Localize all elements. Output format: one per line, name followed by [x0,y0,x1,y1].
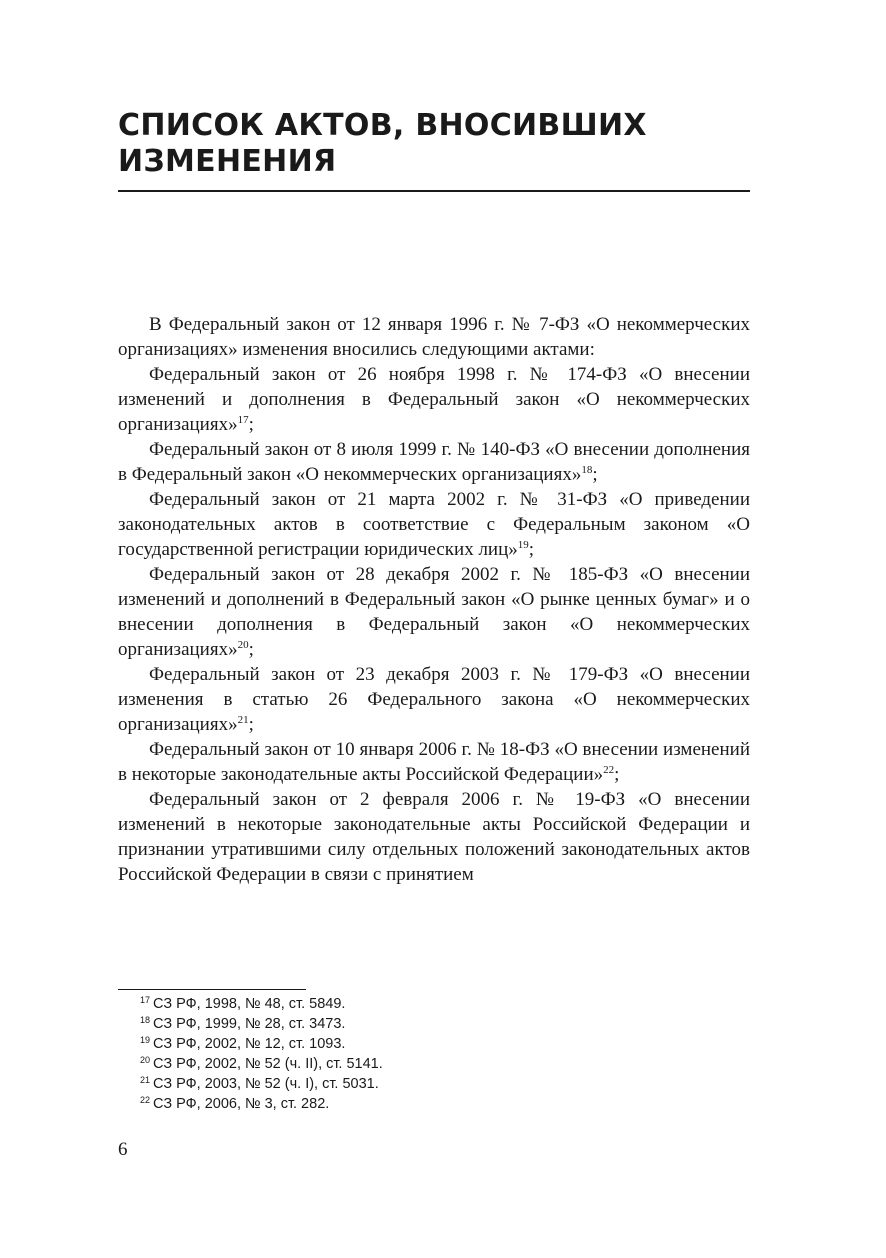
paragraph-act: Федеральный закон от 23 декабря 2003 г. № 179-ФЗ «О внесении изменения в статью 26 Федерального закона «О некоммерческих организациях»$^{21}$; [118,664,750,735]
footnote: $^{17}$ СЗ РФ, 1998, № 48, ст. 5849. [140,995,346,1012]
footnote-divider [118,989,306,990]
body-text [118,312,750,887]
footnote-ref[interactable]: 17 [237,414,249,426]
footnotes [140,994,740,1114]
footnote: $^{22}$ СЗ РФ, 2006, № 3, ст. 282. [140,1095,330,1112]
page-title-line-1: СПИСОК АКТОВ, ВНОСИВШИХ [118,108,647,143]
paragraph-act: Федеральный закон от 10 января 2006 г. № 18-ФЗ «О внесении изменений в некоторые законодательные акты Российской Федерации»$^{22}$; [118,739,750,785]
paragraph-act: Федеральный закон от 8 июля 1999 г. № 140-ФЗ «О внесении дополнения в Федеральный закон «О некоммерческих организациях»$^{18}$; [118,439,750,485]
paragraph-act: Федеральный закон от 2 февраля 2006 г. № 19-ФЗ «О внесении изменений в некоторые законодательные акты Российской Федерации и признании утратившими силу отдельных положений законодательных актов Российской Федерации в связи с принятием [118,789,750,885]
footnote-ref[interactable]: 20 [237,639,249,651]
paragraph-act: Федеральный закон от 26 ноября 1998 г. № 174-ФЗ «О внесении изменений и дополнения в Федеральный закон «О некоммерческих организациях»$^{17}$; [118,364,750,435]
paragraph-act: Федеральный закон от 21 марта 2002 г. № 31-ФЗ «О приведении законодательных актов в соответствие с Федеральным законом «О государственной регистрации юридических лиц»$^{19}$; [118,489,750,560]
footnote-ref[interactable]: 22 [603,764,615,776]
page-number: 6 [118,1139,128,1160]
footnote: $^{18}$ СЗ РФ, 1999, № 28, ст. 3473. [140,1015,346,1032]
footnote: $^{20}$ СЗ РФ, 2002, № 52 (ч. II), ст. 5141. [140,1055,383,1072]
footnote-ref[interactable]: 18 [581,464,593,476]
title-divider [118,190,750,192]
footnote: $^{21}$ СЗ РФ, 2003, № 52 (ч. I), ст. 5031. [140,1075,379,1092]
page-title [118,108,758,180]
page-title-line-2: ИЗМЕНЕНИЯ [118,144,337,179]
paragraph-act: Федеральный закон от 28 декабря 2002 г. № 185-ФЗ «О внесении изменений и дополнений в Федеральный закон «О рынке ценных бумаг» и о внесении дополнения в Федеральный закон «О некоммерческих организациях»$^{20}$; [118,564,750,660]
footnote: $^{19}$ СЗ РФ, 2002, № 12, ст. 1093. [140,1035,346,1052]
paragraph-intro: В Федеральный закон от 12 января 1996 г. № 7-ФЗ «О некоммерческих организациях» изменения вносились следующими актами: [118,314,750,360]
footnote-ref[interactable]: 19 [517,539,529,551]
footnote-ref[interactable]: 21 [237,714,249,726]
